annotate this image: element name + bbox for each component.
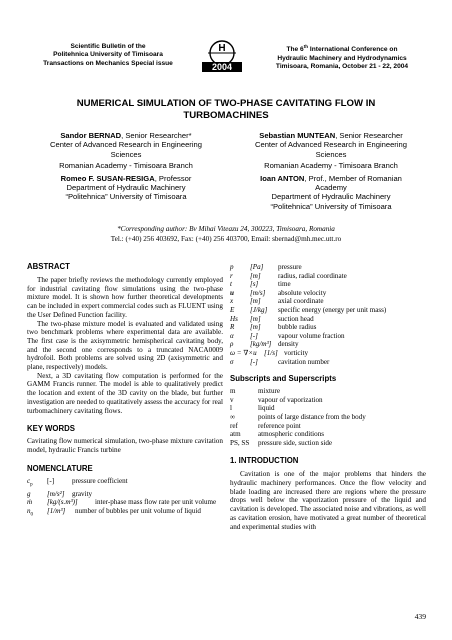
subscript-desc: pressure side, suction side [258, 438, 333, 447]
author-block [225, 131, 437, 211]
nomenclature-desc: vapour volume fraction [278, 331, 345, 340]
author-title: , Senior Researcher [335, 131, 403, 140]
author-block [20, 131, 232, 202]
nomenclature-desc: radius, radial coordinate [278, 271, 347, 280]
nomenclature-desc: suction head [278, 314, 314, 323]
abstract-paragraph: Next, a 3D cavitating flow computation is performed for the GAMM Francis runner. The model is able to qualitatively predict the location and extent of the 3D cavity on the blade, but further investigation are needed to quatitatively assess the accuracy for real turbomachinery cavitating flows. [27, 371, 223, 415]
nomenclature-symbol: E [230, 305, 235, 314]
contact-line: Tel.: (+40) 256 403692, Fax: (+40) 256 403700, Email: sbernad@mh.mec.utt.ro [110, 235, 342, 243]
nomenclature-unit: [kg/(s.m³)] [47, 498, 78, 507]
nomenclature-symbol: $c_p$ [27, 476, 33, 488]
author-name: Sandor BERNAD [60, 131, 122, 140]
author-name-line [225, 174, 437, 183]
nomenclature-unit: [m] [250, 314, 261, 323]
keywords-text: Cavitating flow numerical simulation, two-phase mixture cavitation model, hydraulic Francis turbine [27, 437, 223, 454]
abstract-heading: ABSTRACT [27, 262, 70, 271]
subscript-desc: reference point [258, 421, 301, 430]
nomenclature-row [230, 315, 426, 324]
nomenclature-row [230, 297, 426, 306]
author-title: , Professor [154, 173, 192, 183]
nomenclature-unit: [J/kg] [250, 305, 268, 314]
nomenclature-row [230, 306, 426, 315]
nomenclature-list [27, 477, 223, 520]
nomenclature-unit: [s] [250, 280, 259, 289]
nomenclature-symbol: Hs [230, 314, 238, 323]
nomenclature-symbol: α [230, 331, 234, 340]
journal-line: Transactions on Mechanics Special issue [43, 59, 173, 67]
nomenclature-list-continued [230, 263, 426, 366]
nomenclature-unit: [-] [250, 357, 258, 366]
author-affiliation: Center of Advanced Research in Engineering [50, 140, 202, 150]
nomenclature-desc: bubble radius [278, 323, 317, 332]
nomenclature-row [230, 263, 426, 272]
nomenclature-desc: pressure coefficient [72, 476, 128, 485]
nomenclature-symbol: $n_0$ [27, 506, 34, 518]
nomenclature-symbol: ω = ∇×u [230, 348, 257, 357]
nomenclature-unit: [kg/m³] [250, 340, 272, 349]
subscripts-heading: Subscripts and Superscripts [230, 374, 337, 384]
nomenclature-unit: [m/s²] [47, 489, 65, 498]
nomenclature-desc: gravity [72, 489, 93, 498]
subscript-row [230, 430, 426, 439]
author-affiliation: “Politehnica” University of Timisoara [270, 201, 392, 211]
subscript-symbol: PS, SS [230, 438, 250, 447]
subscript-symbol: ∞ [230, 412, 236, 421]
author-affiliation: Center of Advanced Research in Engineering [255, 140, 407, 150]
nomenclature-desc: pressure [278, 263, 302, 271]
logo-year: 2004 [211, 62, 233, 72]
nomenclature-row [230, 289, 426, 298]
author-affiliation: Sciences [110, 149, 142, 159]
author-name: Sebastian MUNTEAN [259, 131, 336, 140]
nomenclature-row [230, 358, 426, 367]
subscript-symbol: v [230, 395, 234, 404]
conference-line: Timisoara, Romania, October 21 - 22, 2004 [275, 63, 409, 70]
nomenclature-row [27, 498, 223, 507]
nomenclature-row [230, 332, 426, 341]
nomenclature-symbol: t [230, 280, 232, 289]
nomenclature-row [27, 477, 223, 490]
author-title: , Senior Researcher* [121, 131, 192, 140]
nomenclature-unit: [1/s] [264, 348, 278, 357]
nomenclature-desc: vorticity [284, 348, 309, 357]
nomenclature-symbol: p [230, 263, 234, 271]
nomenclature-desc: cavitation number [278, 357, 330, 366]
nomenclature-desc: specific energy (energy per unit mass) [278, 305, 387, 314]
logo-letters: H [218, 43, 226, 54]
author-affiliation: Department of Hydraulic Machinery [271, 192, 391, 202]
nomenclature-unit: [m] [250, 323, 261, 332]
nomenclature-symbol: σ [230, 357, 234, 366]
nomenclature-desc: number of bubbles per unit volume of liquid [75, 506, 201, 515]
nomenclature-symbol: ρ [230, 340, 234, 349]
conference-header [252, 43, 432, 71]
author-name-line [20, 131, 232, 140]
keywords-heading: KEY WORDS [27, 424, 75, 434]
subscript-symbol: m [230, 387, 236, 396]
author-affiliation: Romanian Academy - Timisoara Branch [59, 161, 193, 171]
subscript-desc: atmospheric conditions [258, 430, 324, 439]
introduction-body [230, 470, 426, 531]
author-title: , Prof., Member of Romanian [304, 173, 402, 183]
author-affiliation: “Politehnica” University of Timisoara [65, 192, 187, 202]
nomenclature-unit: [m] [250, 297, 261, 306]
nomenclature-unit: [Pa] [250, 263, 264, 271]
iahr-logo [196, 38, 248, 74]
author-name: Ioan ANTON [260, 173, 305, 183]
abstract-paragraph: The paper briefly reviews the methodology currently employed for industrial cavitating flow simulations using the two-phase mixture model. It is shown how further theoretical developments can be included in expert commercial codes such as FLUENT using the User Defined Function facility. [27, 276, 223, 319]
subscript-desc: mixture [258, 387, 281, 396]
nomenclature-unit: [1/m³] [47, 506, 66, 515]
nomenclature-row [27, 507, 223, 520]
subscript-row [230, 396, 426, 405]
author-affiliation: Department of Hydraulic Machinery [66, 183, 186, 193]
nomenclature-symbol: u [230, 288, 234, 297]
author-name-line [20, 174, 232, 183]
author-affiliation: Romanian Academy - Timisoara Branch [264, 161, 398, 171]
nomenclature-row [230, 340, 426, 349]
subscript-symbol: atm [230, 430, 241, 439]
nomenclature-desc: inter-phase mass flow rate per unit volume [95, 498, 217, 507]
nomenclature-row [230, 349, 426, 358]
nomenclature-row [230, 272, 426, 281]
conference-line: The 6th International Conference on [286, 44, 398, 54]
author-affiliation: Academy [315, 183, 347, 193]
nomenclature-heading: NOMENCLATURE [27, 463, 93, 473]
subscript-row [230, 439, 426, 448]
right-column [230, 263, 426, 531]
nomenclature-unit: [-] [47, 476, 55, 485]
author-affiliation: Sciences [315, 149, 347, 159]
subscript-desc: points of large distance from the body [258, 412, 366, 421]
nomenclature-symbol: R [230, 323, 235, 332]
conference-line: Hydraulic Machinery and Hydrodynamics [277, 54, 407, 62]
nomenclature-row [230, 280, 426, 289]
subscript-desc: liquid [258, 404, 275, 413]
nomenclature-desc: axial coordinate [278, 297, 324, 306]
corresponding-author [0, 224, 452, 244]
nomenclature-desc: density [278, 340, 299, 349]
subscript-row [230, 404, 426, 413]
subscript-row [230, 413, 426, 422]
nomenclature-row [27, 490, 223, 499]
subscripts-list [230, 387, 426, 447]
left-column [27, 262, 223, 520]
subscript-symbol: l [230, 404, 232, 413]
iahr-logo-graphic [196, 38, 248, 74]
nomenclature-symbol: r [230, 271, 233, 280]
nomenclature-unit: [m] [250, 271, 261, 280]
nomenclature-desc: time [278, 280, 291, 289]
corresponding-address: *Corresponding author: Bv Mihai Viteazu 24, 300223, Timisoara, Romania [117, 225, 335, 233]
abstract-paragraph: The two-phase mixture model is evaluated and validated using two benchmark problems where experimental data are available. The first case is the axisymmetric hemispherical cavitating body, and the second one corresponds to a truncated NACA0009 hydrofoil. Both problems are solved using 2D (axisymmetric and plane, respectively) models. [27, 319, 223, 372]
author-name-line [225, 131, 437, 140]
subscript-symbol: ref [230, 421, 238, 430]
nomenclature-symbol: ṁ [27, 498, 33, 507]
introduction-paragraph: Cavitation is one of the major problems that hinders the hydraulic machinery performances. Once the flow velocity and blade loading are increased there are regions where the pressure drops well below the vaporization pressure of the liquid and cavitation is developed. The associated noise and vibrations, as well as cavitation erosion, have motivated a great number of theoretical and experimental studies with [230, 470, 426, 531]
nomenclature-symbol: x [230, 297, 234, 306]
subscript-desc: vapour of vaporization [258, 395, 323, 404]
subscript-row [230, 387, 426, 396]
abstract-body [27, 276, 223, 415]
author-name: Romeo F. SUSAN-RESIGA [60, 173, 155, 183]
journal-header [28, 43, 188, 68]
nomenclature-unit: [-] [250, 331, 258, 340]
nomenclature-symbol: g [27, 489, 31, 498]
nomenclature-unit: [m/s] [250, 288, 266, 297]
introduction-heading: 1. INTRODUCTION [230, 456, 299, 466]
page-number: 439 [414, 612, 426, 621]
paper-title: NUMERICAL SIMULATION OF TWO-PHASE CAVITATING FLOW IN TURBOMACHINES [76, 98, 376, 121]
journal-line: Politehnica University of Timisoara [53, 51, 163, 59]
journal-line: Scientific Bulletin of the [70, 43, 146, 50]
nomenclature-row [230, 323, 426, 332]
nomenclature-desc: absolute velocity [278, 288, 327, 297]
subscript-row [230, 422, 426, 431]
